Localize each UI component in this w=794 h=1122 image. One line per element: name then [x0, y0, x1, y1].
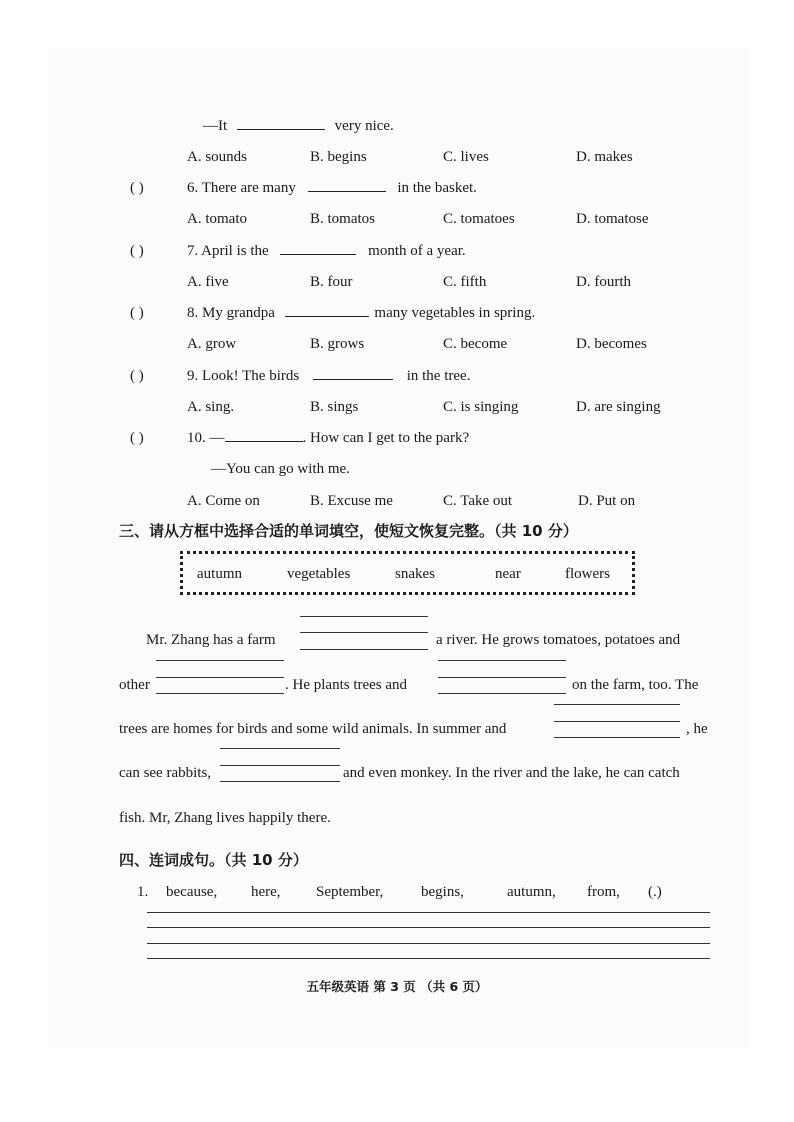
word-bank-item: flowers — [565, 566, 610, 582]
passage-blank-4[interactable] — [554, 737, 680, 738]
q9-option-b[interactable]: B. sings — [310, 399, 359, 415]
q8-stem — [187, 305, 535, 322]
passage-line-4b: and even monkey. In the river and the lake, he can catch — [343, 765, 680, 781]
passage-guide-line — [300, 632, 428, 633]
passage-line-3a: trees are homes for birds and some wild animals. In summer and — [119, 721, 507, 737]
q7-option-b[interactable]: B. four — [310, 274, 353, 290]
q10-option-a[interactable]: A. Come on — [187, 493, 260, 509]
q6-option-b[interactable]: B. tomatos — [310, 211, 376, 227]
q7-prefix: 7. April is the — [187, 243, 269, 259]
q7-answer-blank[interactable] — [280, 254, 356, 255]
s4-q1-word: because, — [166, 884, 218, 900]
passage-blank-2[interactable] — [156, 693, 284, 694]
q5-option-d[interactable]: D. makes — [576, 149, 633, 165]
passage-line-4a: can see rabbits, — [119, 765, 212, 781]
q9-prefix: 9. Look! The birds — [187, 368, 300, 384]
passage-guide-line — [220, 765, 340, 766]
q6-option-c[interactable]: C. tomatoes — [443, 211, 515, 227]
section3-title: 三、请从方框中选择合适的单词填空，使短文恢复完整。（共 10 分） — [119, 522, 578, 540]
q10-option-c[interactable]: C. Take out — [443, 493, 513, 509]
passage-guide-line — [156, 677, 284, 678]
q6-answer-paren[interactable]: ( ) — [130, 180, 144, 196]
section4-title: 四、连词成句。（共 10 分） — [119, 851, 308, 869]
page-footer: 五年级英语 第 3 页 （共 6 页） — [306, 979, 488, 994]
s4-q1-word: (.) — [648, 884, 662, 900]
exam-page — [48, 48, 748, 1048]
q6-answer-blank[interactable] — [308, 191, 386, 192]
word-bank-item: snakes — [395, 566, 435, 582]
s4-q1-word: September, — [316, 884, 384, 900]
q10-prefix: 10. — — [187, 430, 225, 446]
q9-stem — [187, 368, 470, 385]
q8-suffix: many vegetables in spring. — [374, 305, 536, 321]
q5-option-a[interactable]: A. sounds — [187, 149, 248, 165]
q7-option-a[interactable]: A. five — [187, 274, 229, 290]
q6-stem — [187, 180, 477, 197]
q10-stem — [187, 430, 469, 447]
q8-option-b[interactable]: B. grows — [310, 336, 365, 352]
passage-guide-line — [554, 721, 680, 722]
q8-answer-paren[interactable]: ( ) — [130, 305, 144, 321]
q6-option-d[interactable]: D. tomatose — [576, 211, 649, 227]
q10-option-d[interactable]: D. Put on — [578, 493, 636, 509]
q7-stem — [187, 243, 466, 260]
q5-suffix: very nice. — [334, 118, 394, 134]
q8-option-d[interactable]: D. becomes — [576, 336, 647, 352]
q5-stem — [203, 118, 394, 135]
q7-option-c[interactable]: C. fifth — [443, 274, 487, 290]
passage-line-2a: other — [119, 677, 150, 693]
word-bank-item: autumn — [197, 566, 242, 582]
q9-suffix: in the tree. — [406, 368, 471, 384]
word-bank-box — [180, 551, 635, 595]
q6-prefix: 6. There are many — [187, 180, 296, 196]
passage-guide-line — [554, 704, 680, 705]
passage-guide-line — [438, 677, 566, 678]
q8-prefix: 8. My grandpa — [187, 305, 275, 321]
q7-option-d[interactable]: D. fourth — [576, 274, 631, 290]
q7-suffix: month of a year. — [368, 243, 466, 259]
q6-option-a[interactable]: A. tomato — [187, 211, 247, 227]
passage-blank-1[interactable] — [300, 649, 428, 650]
passage-line-5: fish. Mr, Zhang lives happily there. — [119, 810, 331, 826]
s4-q1-answer-line[interactable] — [147, 958, 710, 959]
q8-option-c[interactable]: C. become — [443, 336, 508, 352]
q7-answer-paren[interactable]: ( ) — [130, 243, 144, 259]
q10-answer-paren[interactable]: ( ) — [130, 430, 144, 446]
s4-q1-answer-line[interactable] — [147, 943, 710, 944]
s4-q1-word: here, — [251, 884, 281, 900]
s4-q1-answer-line[interactable] — [147, 927, 710, 928]
passage-guide-line — [438, 660, 566, 661]
q5-prefix: —It — [203, 118, 228, 134]
q8-answer-blank[interactable] — [285, 316, 369, 317]
q6-suffix: in the basket. — [397, 180, 477, 196]
passage-blank-3[interactable] — [438, 693, 566, 694]
q10-option-b[interactable]: B. Excuse me — [310, 493, 393, 509]
q10-reply: —You can go with me. — [211, 461, 350, 477]
passage-guide-line — [220, 748, 340, 749]
q5-answer-blank[interactable] — [237, 129, 325, 130]
q5-option-c[interactable]: C. lives — [443, 149, 489, 165]
q9-answer-blank[interactable] — [313, 379, 393, 380]
q8-option-a[interactable]: A. grow — [187, 336, 237, 352]
s4-q1-word: from, — [587, 884, 620, 900]
q9-option-c[interactable]: C. is singing — [443, 399, 519, 415]
passage-guide-line — [300, 616, 428, 617]
q10-answer-blank[interactable] — [225, 441, 303, 442]
passage-blank-5[interactable] — [220, 781, 340, 782]
passage-line-3b: , he — [686, 721, 708, 737]
passage-line-2c: on the farm, too. The — [572, 677, 699, 693]
passage-line-1a: Mr. Zhang has a farm — [146, 632, 276, 648]
passage-line-2b: . He plants trees and — [285, 677, 408, 693]
word-bank-item: vegetables — [287, 566, 351, 582]
s4-q1-answer-line[interactable] — [147, 912, 710, 913]
q5-option-b[interactable]: B. begins — [310, 149, 367, 165]
q10-suffix: . How can I get to the park? — [302, 430, 470, 446]
q9-answer-paren[interactable]: ( ) — [130, 368, 144, 384]
passage-guide-line — [156, 660, 284, 661]
s4-q1-word: begins, — [421, 884, 464, 900]
word-bank-item: near — [495, 566, 521, 582]
s4-q1-word: autumn, — [507, 884, 556, 900]
q9-option-d[interactable]: D. are singing — [576, 399, 661, 415]
s4-q1-number: 1. — [137, 884, 149, 900]
q9-option-a[interactable]: A. sing. — [187, 399, 235, 415]
passage-line-1b: a river. He grows tomatoes, potatoes and — [436, 632, 681, 648]
